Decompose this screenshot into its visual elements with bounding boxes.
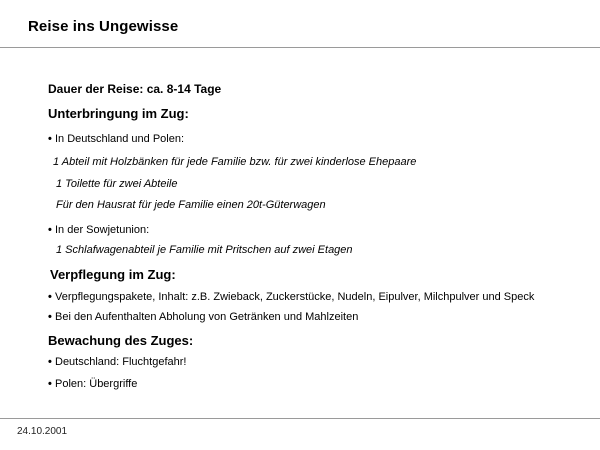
bullet-text: Verpflegungspakete, Inhalt: z.B. Zwieback, Zuckerstücke, Nudeln, Eipulver, Milchpulver und Speck (55, 291, 535, 303)
section-heading-accommodation: Unterbringung im Zug: (48, 106, 189, 121)
bullet-text: In der Sowjetunion: (55, 224, 150, 236)
bullet-marker: • (48, 356, 52, 368)
detail-sleeper: 1 Schlafwagenabteil je Familie mit Pritschen auf zwei Etagen (56, 244, 353, 256)
bullet-marker: • (48, 378, 52, 390)
bullet-poland-assaults (48, 378, 137, 390)
footer-divider (0, 418, 600, 419)
bullet-text: Polen: Übergriffe (55, 378, 138, 390)
bullet-marker: • (48, 133, 52, 145)
detail-freight-wagon: Für den Hausrat für jede Familie einen 20t-Güterwagen (56, 199, 326, 211)
bullet-text: Bei den Aufenthalten Abholung von Getränken und Mahlzeiten (55, 311, 359, 323)
detail-compartment: 1 Abteil mit Holzbänken für jede Familie bzw. für zwei kinderlose Ehepaare (53, 156, 417, 168)
travel-duration-text: Dauer der Reise: ca. 8-14 Tage (48, 82, 222, 96)
bullet-marker: • (48, 224, 52, 236)
section-heading-catering: Verpflegung im Zug: (50, 267, 176, 282)
slide-title: Reise ins Ungewisse (28, 18, 179, 35)
footer-date: 24.10.2001 (17, 426, 68, 437)
bullet-marker: • (48, 291, 52, 303)
bullet-stop-meals (48, 311, 358, 323)
bullet-soviet-union (48, 224, 149, 236)
detail-toilet: 1 Toilette für zwei Abteile (56, 178, 178, 190)
bullet-text: In Deutschland und Polen: (55, 133, 185, 145)
bullet-food-packages (48, 291, 534, 303)
bullet-text: Deutschland: Fluchtgefahr! (55, 356, 187, 368)
section-heading-guarding: Bewachung des Zuges: (48, 333, 194, 348)
bullet-germany-poland (48, 133, 184, 145)
bullet-marker: • (48, 311, 52, 323)
bullet-germany-escape (48, 356, 186, 368)
